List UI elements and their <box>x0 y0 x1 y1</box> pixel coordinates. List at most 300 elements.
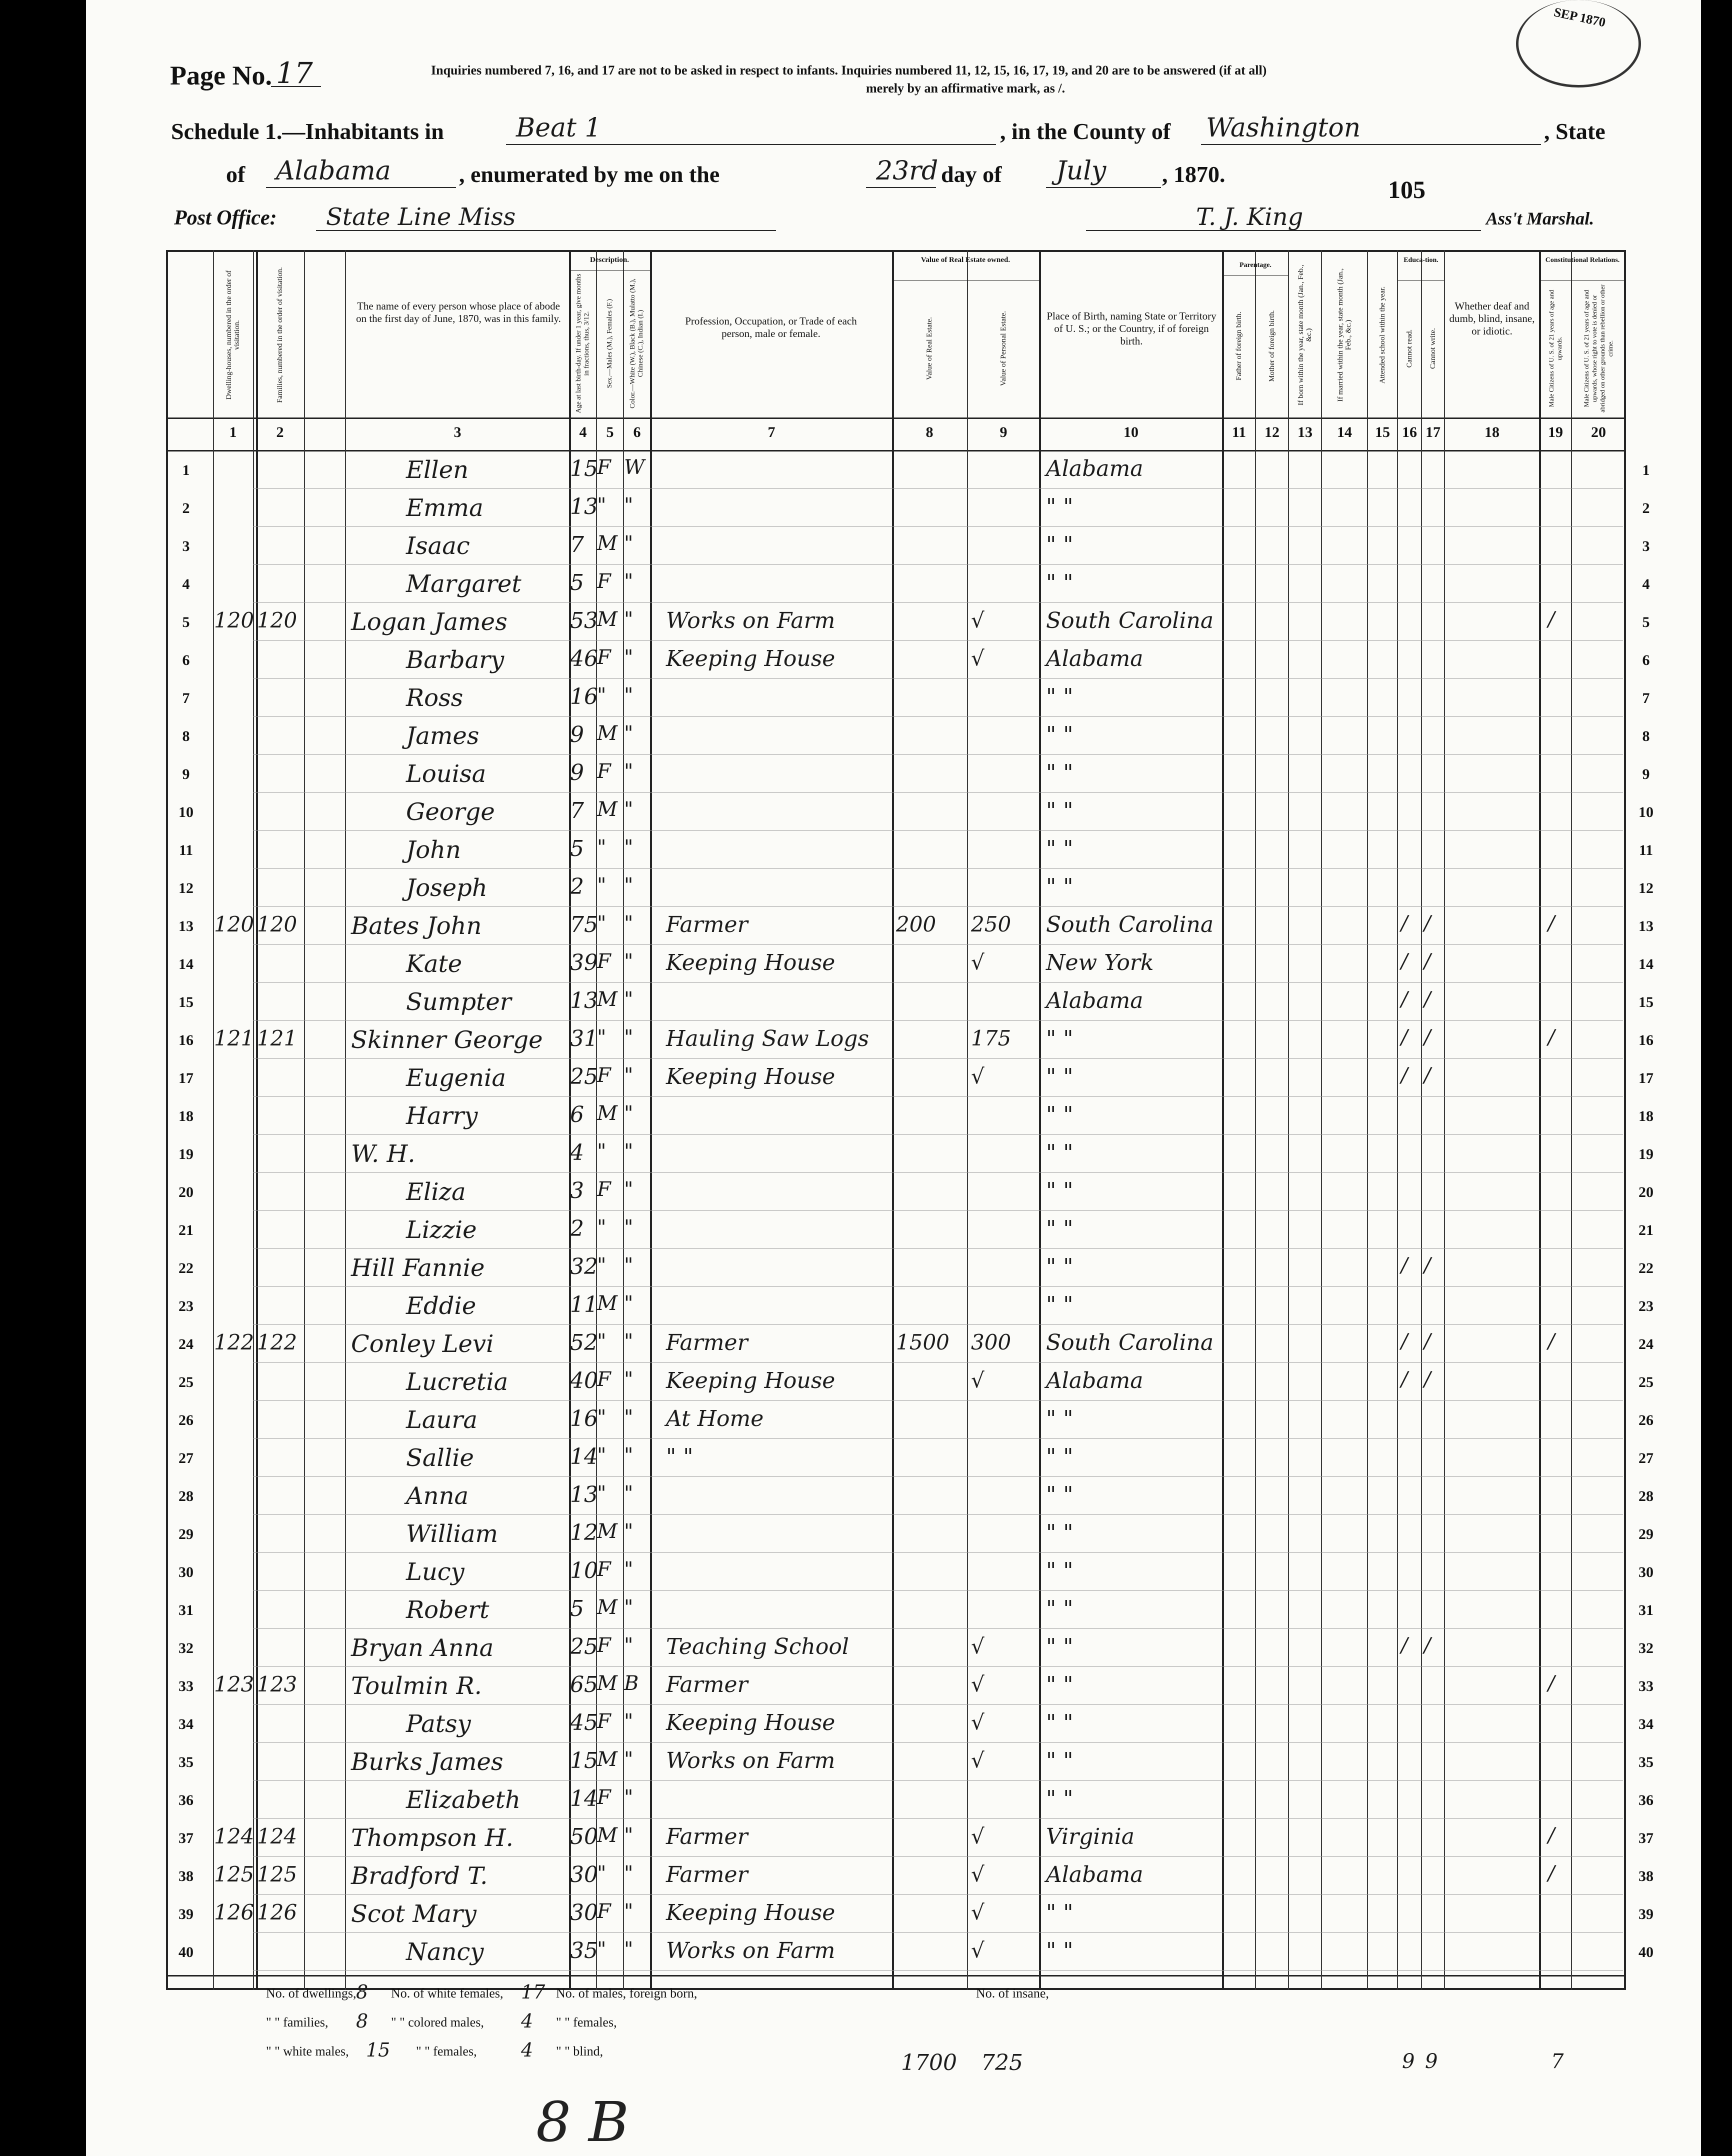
person-age: 65 <box>570 1672 598 1698</box>
dwelling-number: 124 <box>214 1824 254 1848</box>
person-name: Elizabeth <box>406 1786 520 1814</box>
birthplace: " " <box>1046 1634 1074 1660</box>
row-number-left: 31 <box>178 1602 194 1618</box>
cannot-write-mark: / <box>1424 1026 1431 1049</box>
header-family: Families, numbered in the order of visitation. <box>276 267 284 403</box>
row-number-right: 23 <box>1638 1298 1654 1314</box>
person-name: Eddie <box>406 1292 476 1320</box>
person-color: " <box>624 608 634 631</box>
person-sex: F <box>597 760 611 783</box>
row-divider <box>253 1438 1623 1439</box>
person-sex: M <box>597 988 618 1011</box>
row-divider <box>253 678 1623 679</box>
page-label: Page No. <box>170 60 272 90</box>
row-divider <box>253 1780 1623 1781</box>
family-number: 124 <box>257 1824 298 1848</box>
dwelling-number: 120 <box>214 912 254 936</box>
enumerated-label: , enumerated by me on the <box>459 162 720 187</box>
birthplace: " " <box>1046 1406 1074 1432</box>
row-number-left: 5 <box>182 614 190 630</box>
cannot-read-mark: / <box>1401 1368 1408 1391</box>
cannot-write-mark: / <box>1424 950 1431 973</box>
person-name: Lizzie <box>406 1216 477 1244</box>
person-color: " <box>624 1710 634 1733</box>
row-divider <box>253 1514 1623 1515</box>
header-personal-estate: Value of Personal Estate. <box>1000 311 1008 386</box>
row-number-right: 35 <box>1638 1754 1654 1770</box>
dwelling-number: 126 <box>214 1900 254 1924</box>
family-number: 125 <box>257 1862 298 1886</box>
person-age: 5 <box>570 570 584 596</box>
person-sex: F <box>597 1558 611 1581</box>
row-number-left: 38 <box>178 1868 194 1884</box>
column-number: 3 <box>454 424 462 440</box>
person-name: Harry <box>406 1102 478 1130</box>
person-age: 13 <box>570 988 598 1014</box>
row-number-right: 6 <box>1642 652 1650 668</box>
personal-estate-value: √ <box>971 1862 984 1886</box>
row-number-right: 27 <box>1638 1450 1654 1466</box>
person-sex: F <box>597 950 611 973</box>
header-age: Age at last birth-day. If under 1 year, give months in fractions, thus, 3/12. <box>575 274 590 414</box>
column-number: 12 <box>1264 424 1280 440</box>
person-sex: M <box>597 798 618 821</box>
person-occupation: Keeping House <box>666 1710 836 1736</box>
person-age: 2 <box>570 1216 584 1242</box>
person-age: 31 <box>570 1026 598 1052</box>
person-name: Ellen <box>406 456 469 484</box>
summary-white-males-label: " " white males, <box>266 2044 349 2058</box>
inquiry-note: Inquiries numbered 7, 16, and 17 are not to be asked in respect to infants. Inquiries numbered 11, 12, 15, 16, 17, 19, and 20 are to be answered (if at all) <box>431 63 1267 78</box>
person-sex: " <box>597 1406 606 1429</box>
row-divider <box>253 526 1623 527</box>
cannot-write-mark: / <box>1424 1254 1431 1277</box>
person-name: Lucy <box>406 1558 464 1586</box>
cannot-write-mark: / <box>1424 1634 1431 1657</box>
birthplace: " " <box>1046 1900 1074 1926</box>
state-label: , State <box>1544 118 1606 144</box>
row-divider <box>253 1286 1623 1287</box>
total-male-citizens: 7 <box>1551 2050 1564 2073</box>
summary-colored-females: 4 <box>521 2039 534 2061</box>
person-age: 15 <box>570 1748 598 1774</box>
row-divider <box>253 1058 1623 1059</box>
person-age: 16 <box>570 1406 598 1432</box>
birthplace: " " <box>1046 836 1074 862</box>
row-number-right: 29 <box>1638 1526 1654 1542</box>
row-number-left: 22 <box>178 1260 194 1276</box>
cannot-read-mark: / <box>1401 1064 1408 1087</box>
person-color: " <box>624 1216 634 1239</box>
summary-foreign-females-label: " " females, <box>556 2015 617 2030</box>
person-sex: F <box>597 1368 611 1391</box>
person-name: John <box>406 836 461 864</box>
person-name: Thompson H. <box>351 1824 514 1852</box>
person-name: William <box>406 1520 498 1548</box>
cannot-read-mark: / <box>1401 950 1408 973</box>
person-occupation: Farmer <box>666 1672 748 1698</box>
post-office: State Line Miss <box>326 203 516 231</box>
column-number: 9 <box>1000 424 1008 440</box>
birthplace: " " <box>1046 1482 1074 1508</box>
person-color: " <box>624 1406 634 1429</box>
row-number-right: 33 <box>1638 1678 1654 1694</box>
person-occupation: Farmer <box>666 1330 748 1356</box>
page-number: 17 <box>276 56 313 90</box>
person-color: " <box>624 1292 634 1315</box>
person-sex: M <box>597 532 618 555</box>
header-real-estate: Value of Real Estate. <box>926 317 934 380</box>
cannot-write-mark: / <box>1424 988 1431 1011</box>
person-color: " <box>624 1558 634 1581</box>
row-number-left: 29 <box>178 1526 194 1542</box>
person-name: Eliza <box>406 1178 466 1206</box>
person-name: Emma <box>406 494 484 522</box>
summary-white-males: 15 <box>366 2039 390 2061</box>
row-number-left: 19 <box>178 1146 194 1162</box>
row-divider <box>253 1552 1623 1553</box>
male-citizen-mark: / <box>1548 608 1555 631</box>
male-citizen-mark: / <box>1548 1330 1555 1353</box>
row-divider <box>253 982 1623 983</box>
row-number-left: 15 <box>178 994 194 1010</box>
header-mother-foreign: Mother of foreign birth. <box>1268 310 1276 382</box>
person-sex: M <box>597 1672 618 1695</box>
person-color: " <box>624 1938 634 1961</box>
real-estate-value: 1500 <box>896 1330 950 1354</box>
row-number-left: 37 <box>178 1830 194 1846</box>
person-color: " <box>624 1824 634 1847</box>
personal-estate-value: √ <box>971 1900 984 1924</box>
personal-estate-value: √ <box>971 1672 984 1696</box>
person-color: " <box>624 1520 634 1543</box>
personal-estate-value: √ <box>971 1710 984 1734</box>
summary-white-females: 17 <box>521 1981 546 2003</box>
cannot-read-mark: / <box>1401 988 1408 1011</box>
row-number-right: 24 <box>1638 1336 1654 1352</box>
person-color: " <box>624 1330 634 1353</box>
header-born-within-year: If born within the year, state month (Jan., Feb., &c.) <box>1297 264 1313 406</box>
person-color: " <box>624 1178 634 1201</box>
birthplace: " " <box>1046 722 1074 748</box>
person-name: Laura <box>406 1406 478 1434</box>
person-sex: F <box>597 570 611 593</box>
person-color: " <box>624 988 634 1011</box>
person-color: " <box>624 1444 634 1467</box>
cannot-write-mark: / <box>1424 1330 1431 1353</box>
row-number-left: 28 <box>178 1488 194 1504</box>
person-age: 45 <box>570 1710 598 1736</box>
personal-estate-value: √ <box>971 1748 984 1772</box>
person-age: 7 <box>570 798 584 824</box>
row-number-right: 34 <box>1638 1716 1654 1732</box>
birthplace: " " <box>1046 532 1074 558</box>
birthplace: " " <box>1046 1254 1074 1280</box>
row-number-left: 6 <box>182 652 190 668</box>
row-number-right: 28 <box>1638 1488 1654 1504</box>
row-number-right: 31 <box>1638 1602 1654 1618</box>
personal-estate-value: √ <box>971 1634 984 1658</box>
header-birthplace: Place of Birth, naming State or Territory of U. S.; or the Country, if of foreign birth. <box>1046 310 1216 347</box>
row-divider <box>253 716 1623 717</box>
person-sex: M <box>597 1824 618 1847</box>
person-sex: M <box>597 608 618 631</box>
birthplace: Alabama <box>1046 1368 1144 1394</box>
person-name: Bradford T. <box>351 1862 488 1890</box>
marshal-label: Ass't Marshal. <box>1486 208 1594 228</box>
dwelling-number: 125 <box>214 1862 254 1886</box>
column-number: 10 <box>1124 424 1138 440</box>
header-occupation: Profession, Occupation, or Trade of each person, male or female. <box>685 315 857 340</box>
person-age: 30 <box>570 1900 598 1926</box>
person-age: 9 <box>570 760 584 786</box>
row-number-left: 1 <box>182 462 190 478</box>
birthplace: " " <box>1046 1216 1074 1242</box>
family-number: 120 <box>257 608 298 632</box>
marshal-name: T. J. King <box>1196 203 1304 231</box>
row-divider <box>253 1172 1623 1173</box>
person-age: 53 <box>570 608 598 634</box>
schedule-label: Schedule 1.—Inhabitants in <box>171 118 444 144</box>
family-number: 126 <box>257 1900 298 1924</box>
person-occupation: Keeping House <box>666 950 836 976</box>
row-number-right: 38 <box>1638 1868 1654 1884</box>
person-sex: " <box>597 912 606 935</box>
row-number-left: 32 <box>178 1640 194 1656</box>
birthplace: " " <box>1046 1178 1074 1204</box>
person-age: 15 <box>570 456 598 482</box>
row-number-left: 33 <box>178 1678 194 1694</box>
row-number-left: 12 <box>178 880 194 896</box>
person-name: James <box>406 722 480 750</box>
person-sex: " <box>597 1444 606 1467</box>
row-number-left: 11 <box>178 842 194 858</box>
cannot-write-mark: / <box>1424 1064 1431 1087</box>
person-color: " <box>624 1368 634 1391</box>
header-disability: Whether deaf and dumb, blind, insane, or idiotic. <box>1449 300 1535 337</box>
person-sex: " <box>597 1330 606 1353</box>
person-sex: " <box>597 1026 606 1049</box>
birthplace: Alabama <box>1046 988 1144 1014</box>
person-occupation: Keeping House <box>666 1900 836 1926</box>
row-number-left: 16 <box>178 1032 194 1048</box>
row-number-left: 3 <box>182 538 190 554</box>
row-number-left: 10 <box>178 804 194 820</box>
row-number-right: 17 <box>1638 1070 1654 1086</box>
person-sex: M <box>597 1292 618 1315</box>
dwelling-number: 123 <box>214 1672 254 1696</box>
row-number-left: 4 <box>182 576 190 592</box>
cannot-read-mark: / <box>1401 1254 1408 1277</box>
person-color: " <box>624 1862 634 1885</box>
column-number: 5 <box>606 424 614 440</box>
header-value-group: Value of Real Estate owned. <box>920 256 1010 264</box>
row-divider <box>253 1400 1623 1401</box>
person-age: 32 <box>570 1254 598 1280</box>
row-divider <box>253 1666 1623 1667</box>
row-number-left: 18 <box>178 1108 194 1124</box>
column-number: 11 <box>1232 424 1246 440</box>
row-divider <box>253 1210 1623 1211</box>
personal-estate-value: 250 <box>971 912 1012 936</box>
row-divider <box>253 1704 1623 1705</box>
column-number: 2 <box>276 424 284 440</box>
person-name: Patsy <box>406 1710 471 1738</box>
row-number-left: 34 <box>178 1716 194 1732</box>
header-description: Description. <box>590 256 629 264</box>
person-color: " <box>624 912 634 935</box>
birthplace: " " <box>1046 1672 1074 1698</box>
person-name: Joseph <box>406 874 488 902</box>
person-sex: " <box>597 684 606 707</box>
person-age: 6 <box>570 1102 584 1128</box>
personal-estate-value: √ <box>971 950 984 974</box>
row-number-left: 13 <box>178 918 194 934</box>
bottom-marks: 8 B <box>536 2090 629 2154</box>
header-cannot-read: Cannot read. <box>1406 329 1414 368</box>
person-age: 4 <box>570 1140 584 1166</box>
person-name: Hill Fannie <box>351 1254 485 1282</box>
header-parentage: Parentage. <box>1240 262 1272 269</box>
header-attended-school: Attended school within the year. <box>1378 286 1386 384</box>
header-color: Color.—White (W.), Black (B.), Mulatto (M.), Chinese (C.), Indian (I.) <box>629 278 644 408</box>
birthplace: " " <box>1046 874 1074 900</box>
male-citizen-mark: / <box>1548 1862 1555 1885</box>
birthplace: " " <box>1046 1026 1074 1052</box>
header-cannot-write: Cannot write. <box>1429 328 1437 369</box>
person-age: 12 <box>570 1520 598 1546</box>
row-number-right: 32 <box>1638 1640 1654 1656</box>
row-divider <box>253 1476 1623 1477</box>
person-name: Barbary <box>406 646 504 674</box>
cannot-read-mark: / <box>1401 1634 1408 1657</box>
row-number-right: 8 <box>1642 728 1650 744</box>
row-divider <box>253 1134 1623 1135</box>
row-number-right: 3 <box>1642 538 1650 554</box>
row-number-left: 9 <box>182 766 190 782</box>
person-name: Louisa <box>406 760 486 788</box>
personal-estate-value: √ <box>971 1824 984 1848</box>
person-name: Ross <box>406 684 464 712</box>
person-name: Sumpter <box>406 988 512 1016</box>
row-number-right: 10 <box>1638 804 1654 820</box>
person-age: 35 <box>570 1938 598 1964</box>
family-number: 123 <box>257 1672 298 1696</box>
person-name: George <box>406 798 495 826</box>
person-age: 50 <box>570 1824 598 1850</box>
header-male-citizens: Male Citizens of U. S. of 21 years of age and upwards. <box>1548 290 1563 408</box>
column-number: 18 <box>1484 424 1500 440</box>
census-sheet <box>86 0 1701 2156</box>
row-number-left: 27 <box>178 1450 194 1466</box>
row-number-right: 14 <box>1638 956 1654 972</box>
person-occupation: Farmer <box>666 1862 748 1888</box>
personal-estate-value: √ <box>971 608 984 632</box>
column-number: 15 <box>1375 424 1390 440</box>
cannot-read-mark: / <box>1401 1330 1408 1353</box>
total-real-estate: 1700 <box>901 2050 957 2076</box>
birthplace: " " <box>1046 1748 1074 1774</box>
row-number-right: 7 <box>1642 690 1650 706</box>
birthplace: " " <box>1046 1140 1074 1166</box>
person-name: Bryan Anna <box>351 1634 494 1662</box>
row-divider <box>253 1970 1623 1971</box>
row-number-left: 20 <box>178 1184 194 1200</box>
row-number-left: 2 <box>182 500 190 516</box>
person-sex: " <box>597 1140 606 1163</box>
person-age: 46 <box>570 646 598 672</box>
person-age: 5 <box>570 836 584 862</box>
birthplace: " " <box>1046 1938 1074 1964</box>
dwelling-number: 120 <box>214 608 254 632</box>
person-sex: M <box>597 1520 618 1543</box>
row-number-right: 25 <box>1638 1374 1654 1390</box>
birthplace: " " <box>1046 570 1074 596</box>
person-sex: " <box>597 836 606 859</box>
person-color: " <box>624 646 634 669</box>
family-number: 121 <box>257 1026 298 1050</box>
birthplace: " " <box>1046 1064 1074 1090</box>
column-number: 14 <box>1337 424 1352 440</box>
summary-dwellings-label: No. of dwellings, <box>266 1986 356 2000</box>
person-color: " <box>624 570 634 593</box>
person-name: Skinner George <box>351 1026 543 1054</box>
birthplace: " " <box>1046 1102 1074 1128</box>
row-number-right: 21 <box>1638 1222 1654 1238</box>
column-number: 8 <box>926 424 934 440</box>
row-number-right: 1 <box>1642 462 1650 478</box>
personal-estate-value: √ <box>971 1064 984 1088</box>
cannot-write-mark: / <box>1424 1368 1431 1391</box>
personal-estate-value: √ <box>971 1938 984 1962</box>
column-number: 17 <box>1426 424 1440 440</box>
summary-blind-label: " " blind, <box>556 2044 604 2058</box>
person-sex: F <box>597 1064 611 1087</box>
row-divider <box>253 640 1623 641</box>
row-divider <box>253 754 1623 755</box>
person-name: Lucretia <box>406 1368 508 1396</box>
person-color: " <box>624 1596 634 1619</box>
inquiry-note-2: merely by an affirmative mark, as /. <box>866 81 1066 96</box>
row-divider <box>253 1324 1623 1325</box>
row-number-right: 4 <box>1642 576 1650 592</box>
header-sex: Sex.—Males (M.), Females (F.) <box>606 298 614 388</box>
person-name: Isaac <box>406 532 470 560</box>
person-sex: F <box>597 1178 611 1201</box>
person-sex: M <box>597 1596 618 1619</box>
person-name: Conley Levi <box>351 1330 494 1358</box>
family-number: 120 <box>257 912 298 936</box>
birthplace: South Carolina <box>1046 1330 1214 1356</box>
person-name: Toulmin R. <box>351 1672 482 1700</box>
person-sex: " <box>597 1482 606 1505</box>
person-color: " <box>624 950 634 973</box>
row-number-left: 24 <box>178 1336 194 1352</box>
person-age: 2 <box>570 874 584 900</box>
birthplace: " " <box>1046 1786 1074 1812</box>
person-color: B <box>624 1672 639 1695</box>
column-number: 1 <box>229 424 237 440</box>
personal-estate-value: 175 <box>971 1026 1012 1050</box>
header-married-within-year: If married within the year, state month (Jan., Feb., &c.) <box>1336 268 1352 402</box>
birthplace: " " <box>1046 1520 1074 1546</box>
birthplace: New York <box>1046 950 1154 976</box>
male-citizen-mark: / <box>1548 1026 1555 1049</box>
birthplace: " " <box>1046 1444 1074 1470</box>
person-sex: F <box>597 646 611 669</box>
row-number-right: 5 <box>1642 614 1650 630</box>
row-number-left: 14 <box>178 956 194 972</box>
